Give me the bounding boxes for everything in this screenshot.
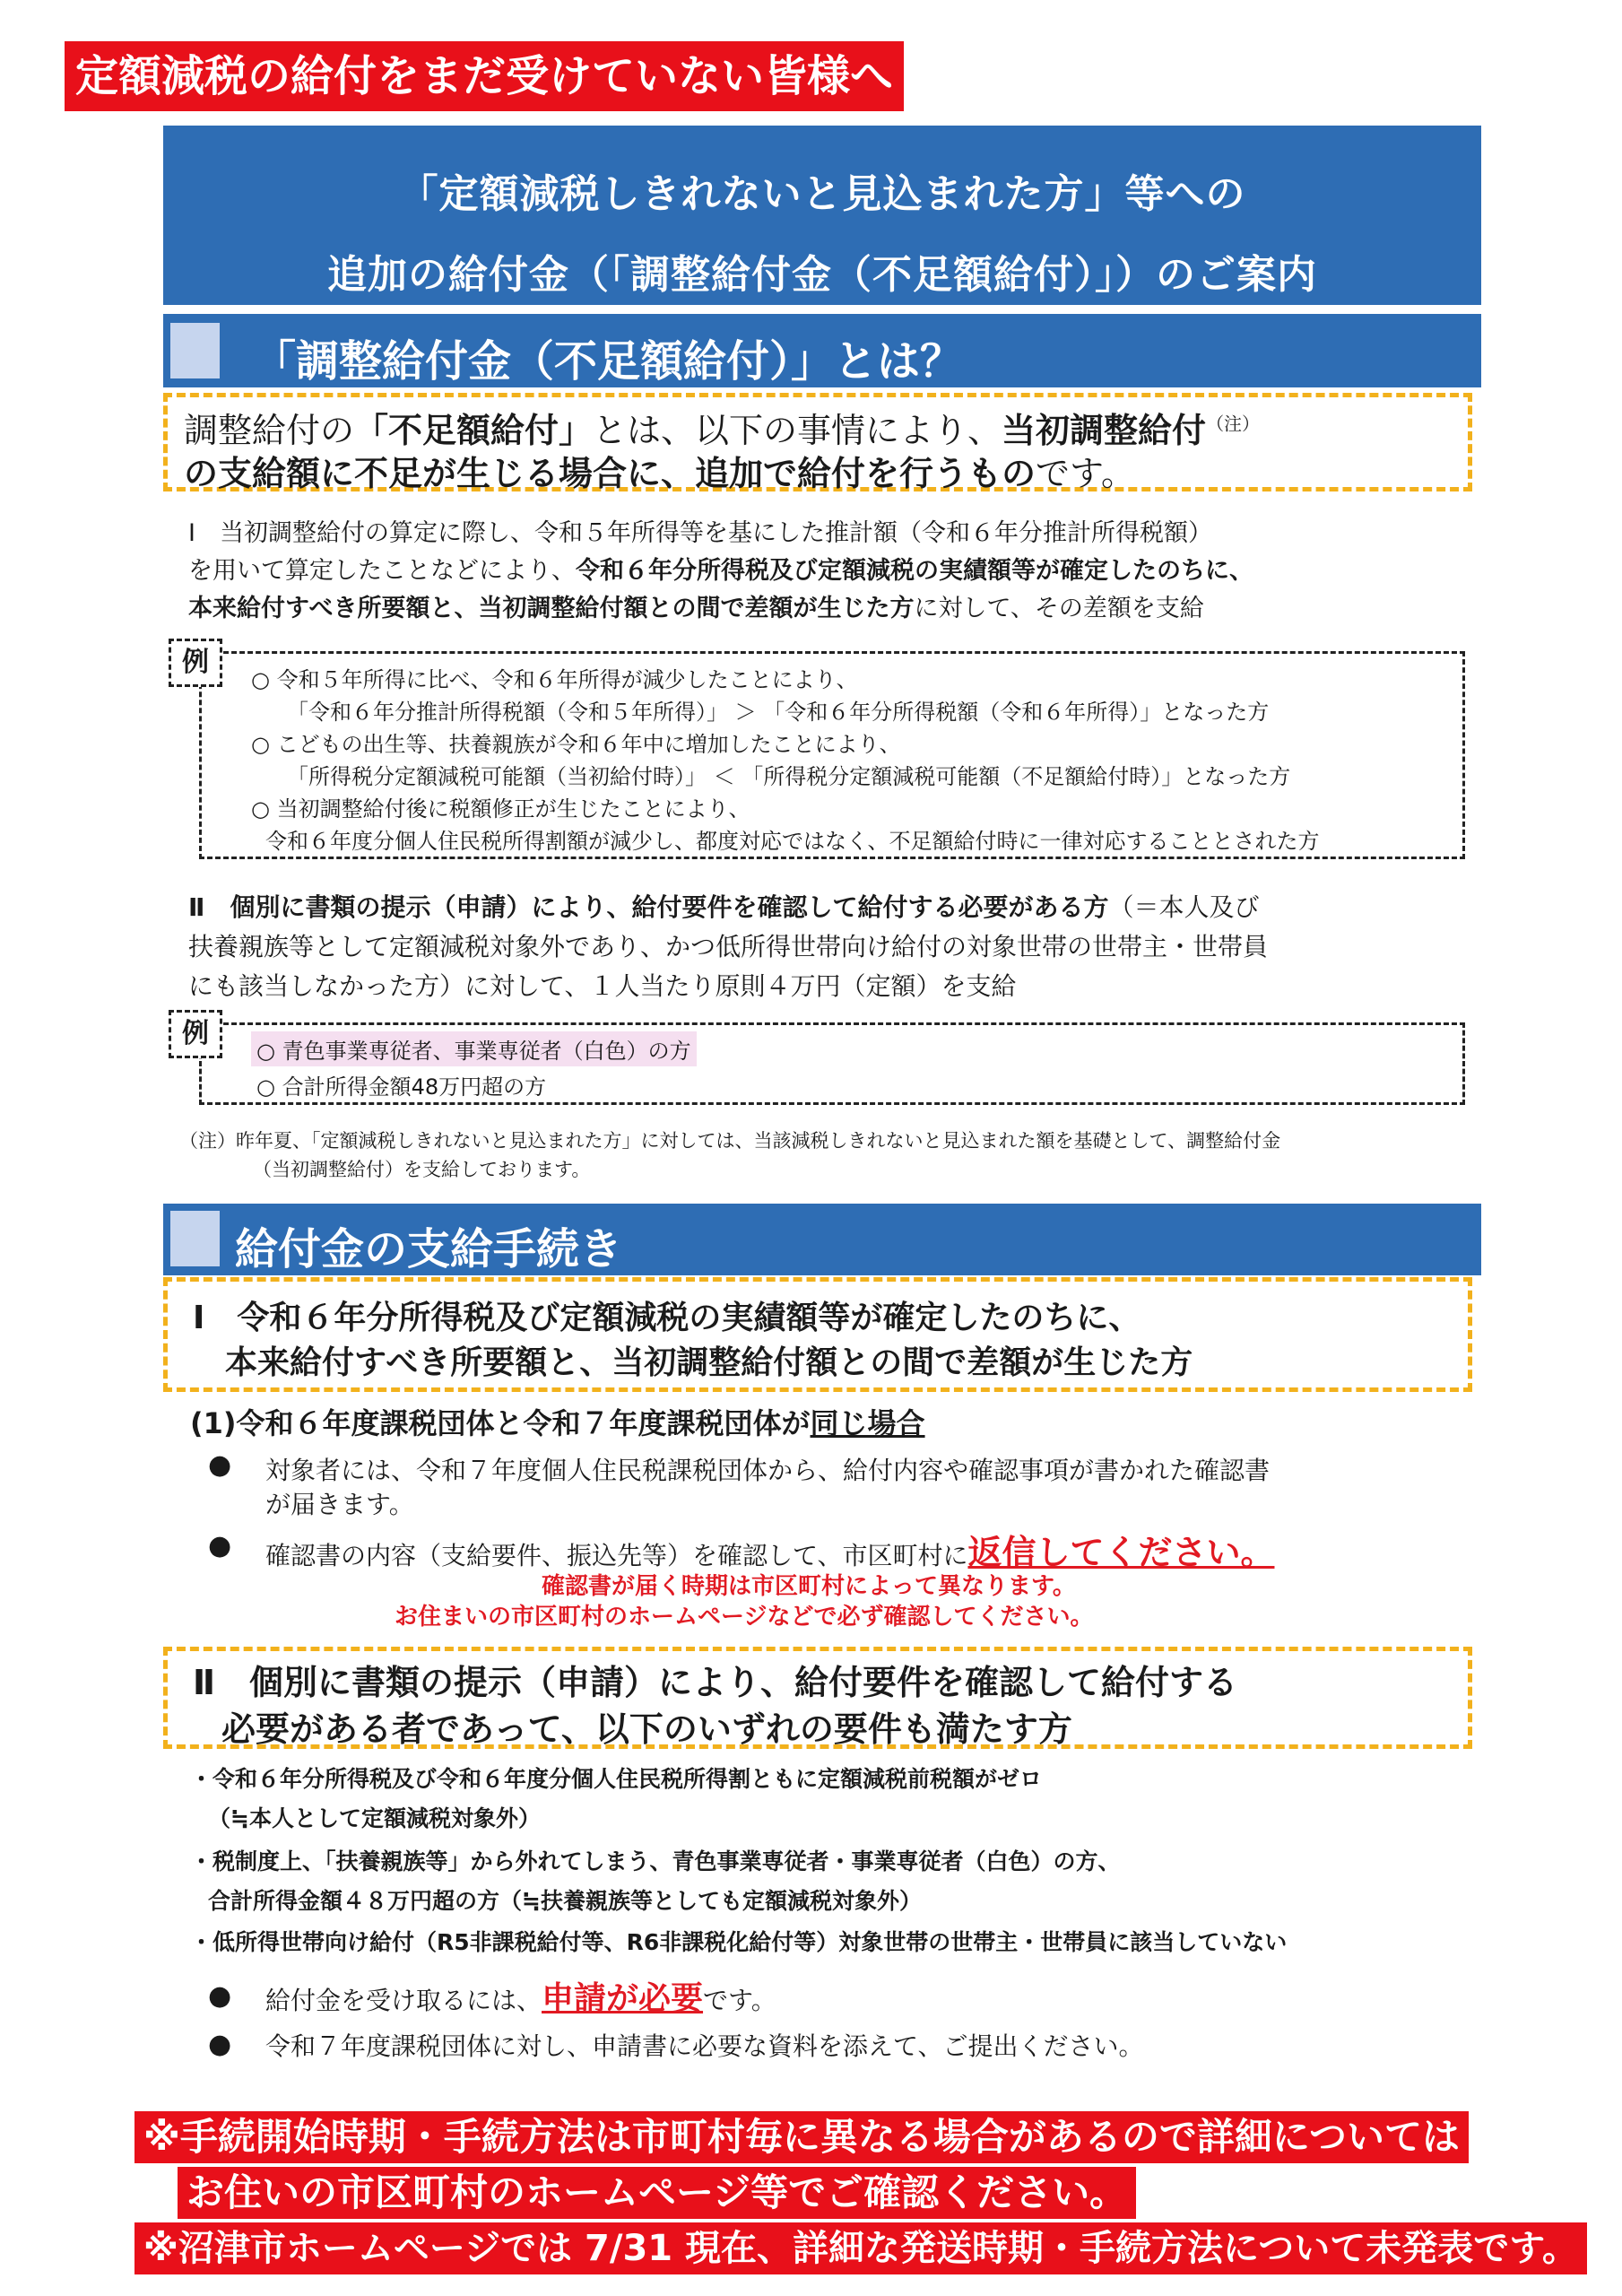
example-item: ○ 青色事業専従者、事業専従者（白色）の方 (251, 1031, 697, 1066)
title-block (163, 126, 1481, 305)
footnote-line2: （当初調整給付）を支給しております。 (253, 1159, 591, 1180)
condition-line: ・令和６年分所得税及び令和６年度分個人住民税所得割ともに定額減税前税額がゼロ (190, 1766, 1043, 1792)
section1-heading-bar (163, 314, 1481, 387)
example-item: ○ 合計所得金額48万円超の方 (256, 1074, 547, 1100)
example-item: 「令和６年分推計所得税額（令和５年所得）」 ＞ 「令和６年分所得税額（令和６年所得）」となった方 (287, 700, 1270, 725)
bullet3-line: 給付金を受け取るには、申請が必要です。 (265, 1980, 776, 2017)
section2-heading: 給付金の支給手続き (235, 1224, 623, 1274)
heading-square-marker (170, 323, 220, 378)
section2-box1 (163, 1277, 1472, 1392)
box2-line2: 必要がある者であって、以下のいずれの要件も満たす方 (221, 1709, 1072, 1749)
bullet-icon: ● (208, 1449, 232, 1481)
bullet-icon: ● (208, 1530, 232, 1561)
example-item: ○ 当初調整給付後に税額修正が生じたことにより、 (251, 796, 750, 822)
bullet1-line1: 対象者には、令和７年度個人住民税課税団体から、給付内容や確認事項が書かれた確認書 (265, 1456, 1271, 1485)
section1-lead-line1: 調整給付の「不足額給付」とは、以下の事情により、当初調整給付$^{(注)}$ (184, 411, 1261, 450)
item1-line2: を用いて算定したことなどにより、令和６年分所得税及び定額減税の実績額等が確定したのちに、 (188, 557, 1253, 585)
condition-line: ・低所得世帯向け給付（R5非課税給付等、R6非課税化給付等）対象世帯の世帯主・世帯員に該当していない (190, 1929, 1288, 1955)
example-label-1: 例 (169, 639, 222, 687)
section2-box2 (163, 1647, 1472, 1749)
bullet-icon: ● (208, 2029, 232, 2060)
bullet4-line: 令和７年度課税団体に対し、申請書に必要な資料を添えて、ご提出ください。 (265, 2031, 1144, 2061)
example-item: ○ こどもの出生等、扶養親族が令和６年中に増加したことにより、 (251, 732, 901, 757)
box2-line1: Ⅱ 個別に書類の提示（申請）により、給付要件を確認して給付する (193, 1663, 1238, 1702)
subheading-same-case: (1)令和６年度課税団体と令和７年度課税団体が同じ場合 (190, 1406, 925, 1440)
top-banner: 定額減税の給付をまだ受けていない皆様へ (65, 41, 904, 111)
condition-line: （≒本人として定額減税対象外） (208, 1805, 541, 1831)
example-item: 令和６年度分個人住民税所得割額が減少し、都度対応ではなく、不足額給付時に一律対応することとされた方 (265, 829, 1320, 854)
item2-line2: 扶養親族等として定額減税対象外であり、かつ低所得世帯向け給付の対象世帯の世帯主・世帯員 (188, 932, 1269, 961)
footnote-line1: （注）昨年夏、「定額減税しきれないと見込まれた方」に対しては、当該減税しきれないと見込まれた額を基礎として、調整給付金 (179, 1130, 1281, 1152)
item1-line1: Ⅰ 当初調整給付の算定に際し、令和５年所得等を基にした推計額（令和６年分推計所得税額） (188, 519, 1212, 547)
footer-line2: お住いの市区町村のホームページ等でご確認ください。 (178, 2167, 1136, 2219)
bullet2-line: 確認書の内容（支給要件、振込先等）を確認して、市区町村に返信してください。 (265, 1533, 1275, 1572)
bullet-icon: ● (208, 1980, 232, 2012)
condition-line: ・税制度上、「扶養親族等」から外れてしまう、青色事業専従者・事業専従者（白色）の方、 (190, 1848, 1121, 1874)
footer-line1: ※手続開始時期・手続方法は市町村毎に異なる場合があるので詳細については (134, 2111, 1469, 2163)
box1-line1: Ⅰ 令和６年分所得税及び定額減税の実績額等が確定したのちに、 (193, 1300, 1141, 1336)
section1-lead-line2: の支給額に不足が生じる場合に、追加で給付を行うものです。 (184, 454, 1135, 493)
bullet1-line2: が届きます。 (265, 1490, 414, 1519)
item1-line3: 本来給付すべき所要額と、当初調整給付額との間で差額が生じた方に対して、その差額を支給 (188, 595, 1204, 622)
section1-heading: 「調整給付金（不足額給付）」とは？ (253, 336, 964, 387)
section2-heading-bar (163, 1204, 1481, 1275)
example-label-2: 例 (169, 1010, 222, 1058)
red-note-1: 確認書が届く時期は市区町村によって異なります。 (542, 1573, 1076, 1600)
example-item: 「所得税分定額減税可能額（当初給付時）」 ＜ 「所得税分定額減税可能額（不足額給付時）」となった方 (287, 764, 1291, 789)
example-list-1 (251, 664, 1320, 857)
footer-line3: ※沼津市ホームページでは 7/31 現在、詳細な発送時期・手続方法について未発表です。 (134, 2222, 1587, 2274)
item2-line3: にも該当しなかった方）に対して、１人当たり原則４万円（定額）を支給 (188, 971, 1017, 1001)
title-line1: 「定額減税しきれないと見込まれた方」等への (398, 171, 1246, 217)
condition-line: 合計所得金額４８万円超の方（≒扶養親族等としても定額減税対象外） (208, 1888, 922, 1914)
red-note-2: お住まいの市区町村のホームページなどで必ず確認してください。 (395, 1604, 1094, 1631)
title-line2: 追加の給付金（「調整給付金（不足額給付）」）のご案内 (327, 252, 1317, 298)
box1-line2: 本来給付すべき所要額と、当初調整給付額との間で差額が生じた方 (225, 1344, 1193, 1381)
section1-lead-box (163, 393, 1472, 491)
heading-square-marker (170, 1211, 220, 1266)
item2-line1: Ⅱ 個別に書類の提示（申請）により、給付要件を確認して給付する必要がある方（＝本人及び (188, 892, 1260, 922)
example-item: ○ 令和５年所得に比べ、令和６年所得が減少したことにより、 (251, 667, 858, 692)
